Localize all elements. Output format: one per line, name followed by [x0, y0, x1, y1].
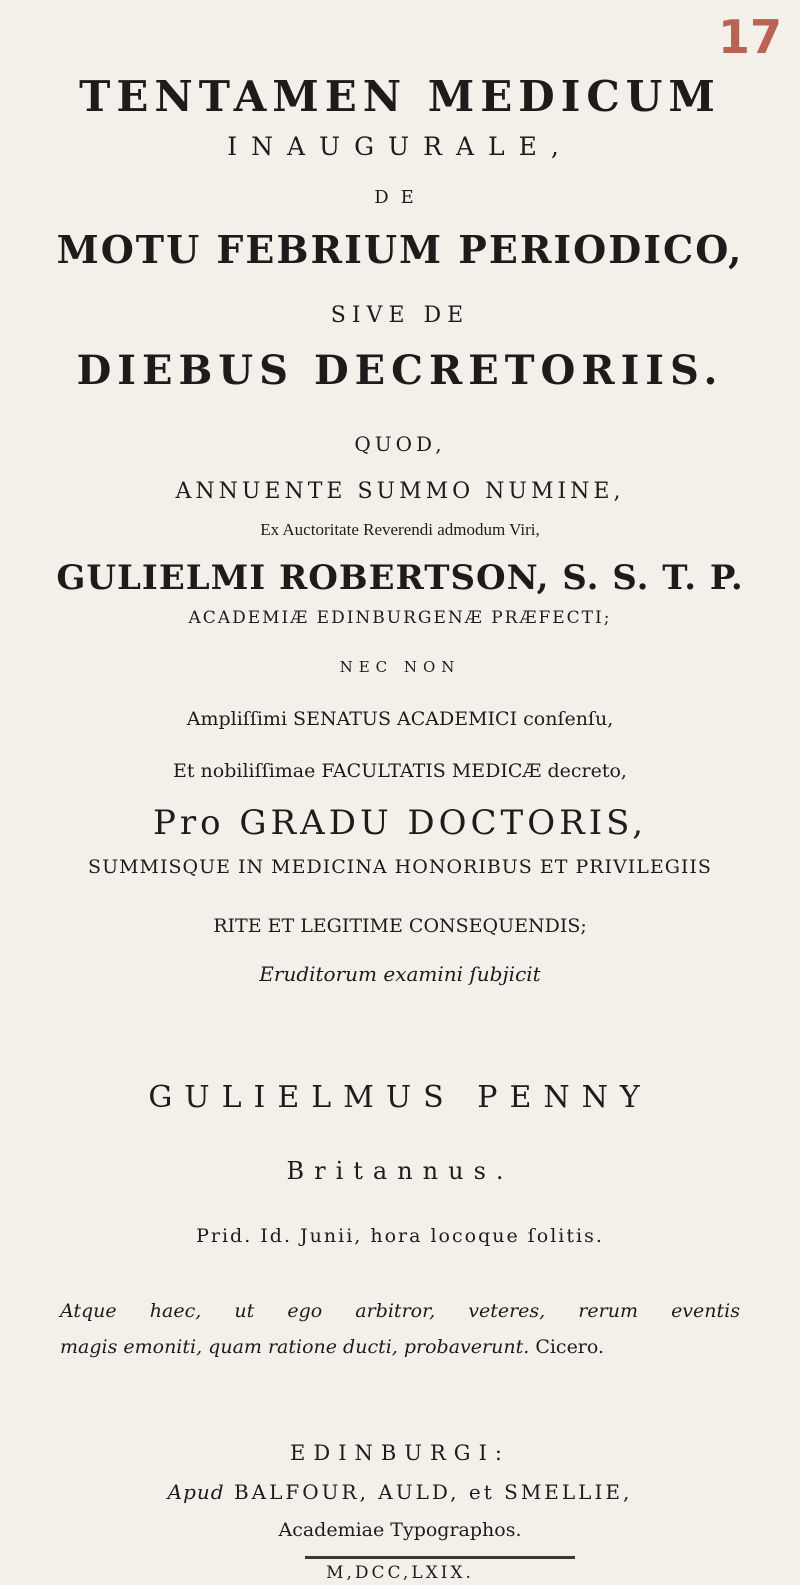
robertson-name: GULIELMI ROBERTSON, S. S. T. P.	[56, 558, 744, 598]
author-name: GULIELMUS PENNY	[148, 1080, 652, 1115]
title-line-diebus: DIEBUS DECRETORIIS.	[76, 347, 724, 394]
eruditorum-text: Eruditorum examini ſubjicit	[259, 962, 541, 986]
rite-line: RITE ET LEGITIME CONSEQUENDIS;	[213, 915, 587, 937]
imprint-city: EDINBURGI:	[290, 1441, 510, 1465]
nec-non-line: NEC NON	[339, 658, 461, 676]
quote-line-2-text: magis emoniti, quam ratione ducti, probaverunt.	[60, 1336, 530, 1358]
corner-mark: 17	[717, 10, 782, 64]
quote-line-2	[60, 1336, 740, 1358]
imprint-printers-line	[40, 1480, 760, 1504]
auctoritate-line: Ex Auctoritate Reverendi admodum Viri,	[260, 520, 540, 539]
imprint-academiae: Academiae Typographos.	[278, 1519, 522, 1541]
title-line-tentamen: TENTAMEN MEDICUM	[79, 72, 721, 121]
quod-line: QUOD,	[354, 432, 446, 456]
annuente-line: ANNUENTE SUMMO NUMINE,	[175, 479, 625, 504]
imprint-apud: Apud	[167, 1480, 225, 1504]
eruditorum-line	[40, 962, 760, 986]
quote-line-1: Atque haec, ut ego arbitror, veteres, rerum eventis	[60, 1300, 740, 1322]
date-line: Prid. Id. Junii, hora locoque ſolitis.	[196, 1225, 604, 1247]
academiae-line: ACADEMIÆ EDINBURGENÆ PRÆFECTI;	[188, 608, 612, 628]
title-line-motu: MOTU FEBRIUM PERIODICO,	[56, 227, 744, 272]
imprint-printers: BALFOUR, AULD, et SMELLIE,	[233, 1480, 633, 1504]
facultatis-line: Et nobiliſſimae FACULTATIS MEDICÆ decreto,	[173, 760, 627, 782]
pro-gradu-line: Pro GRADU DOCTORIS,	[152, 803, 648, 843]
senatus-line: Ampliſſimi SENATUS ACADEMICI conſenſu,	[186, 708, 614, 730]
summisque-line: SUMMISQUE IN MEDICINA HONORIBUS ET PRIVILEGIIS	[88, 856, 712, 878]
author-origin: Britannus.	[286, 1157, 514, 1185]
imprint-rule	[305, 1556, 575, 1559]
title-line-sive: SIVE DE	[330, 303, 470, 328]
title-line-inaugurale: INAUGURALE,	[227, 132, 573, 161]
quote-attribution: Cicero.	[535, 1336, 605, 1358]
title-line-de: DE	[374, 187, 426, 208]
imprint-year: M,DCC,LXIX.	[326, 1563, 474, 1583]
